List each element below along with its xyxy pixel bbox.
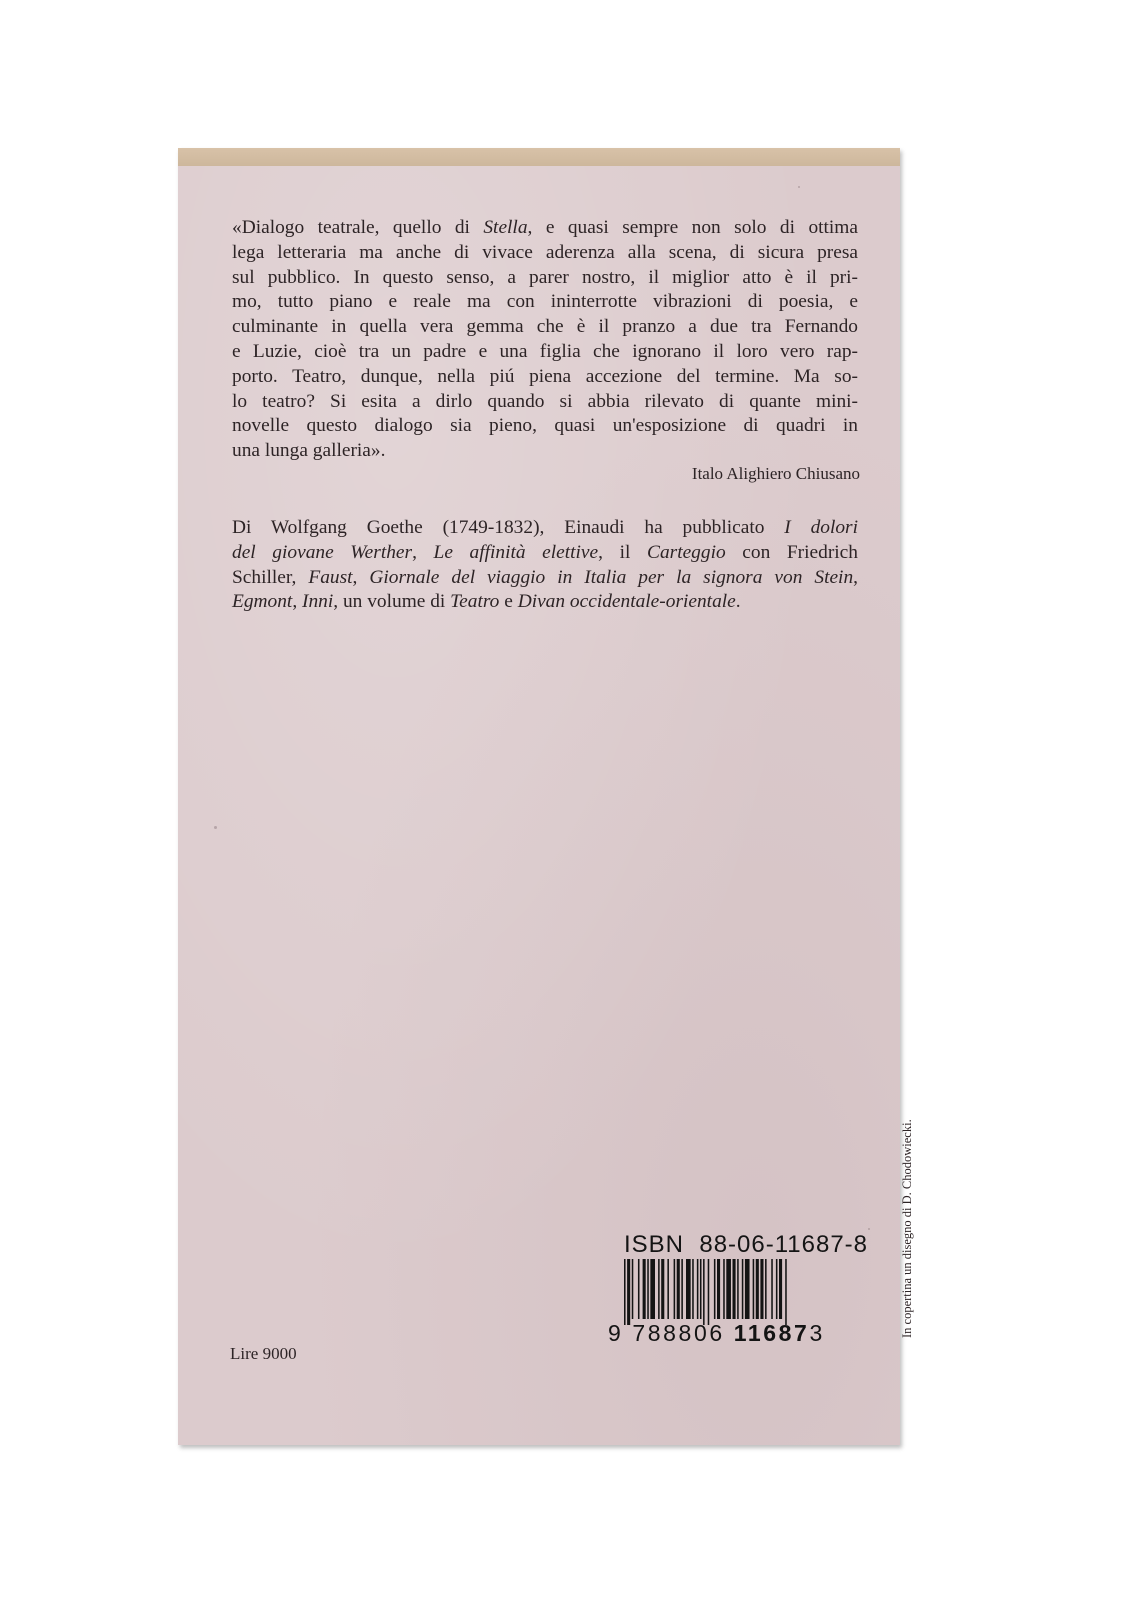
blurb-quote <box>232 216 858 464</box>
barcode-digits-tail: 3 <box>809 1320 825 1346</box>
barcode-bar <box>647 1259 649 1319</box>
author-bio <box>232 516 858 615</box>
bio-title: Egmont <box>232 591 293 613</box>
bio-text: Di Wolfgang Goethe (1749-1832), Einaudi ha pubblicato <box>232 517 785 538</box>
quote-text: e Luzie, cioè tra un padre e una figlia che ignorano il loro vero rap- <box>232 340 858 362</box>
barcode-bar <box>661 1259 664 1319</box>
quote-line <box>232 315 858 340</box>
quote-line <box>232 241 858 266</box>
bio-title: del giovane Werther <box>232 541 413 563</box>
barcode-bar <box>726 1259 731 1319</box>
quote-text: , e quasi sempre non solo di ottima <box>527 217 858 238</box>
bio-text: . <box>735 591 741 613</box>
price: Lire 9000 <box>230 1344 297 1363</box>
barcode-bar <box>667 1259 669 1319</box>
bio-text: e <box>499 591 518 613</box>
quote-title: Stella <box>483 217 528 238</box>
quote-text: mo, tutto piano e reale ma con ininterrotte vibrazioni di poesia, e <box>232 291 858 313</box>
bio-text: , <box>853 566 859 588</box>
quote-text: una lunga galleria». <box>232 440 386 462</box>
barcode-bar <box>677 1259 680 1319</box>
bio-text: , <box>352 566 370 588</box>
bio-title: Le affinità elettive <box>433 541 599 563</box>
barcode-bar <box>756 1259 759 1319</box>
barcode-bar <box>753 1259 755 1319</box>
quote-line <box>232 266 858 291</box>
barcode-bar <box>776 1259 778 1319</box>
quote-line <box>232 340 858 365</box>
paper-speck <box>798 186 800 188</box>
bio-text: con Friedrich <box>725 541 858 563</box>
paper-speck <box>214 826 217 829</box>
barcode <box>624 1259 842 1325</box>
barcode-bar <box>737 1259 739 1319</box>
book-back-cover <box>178 148 914 1445</box>
barcode-bar <box>723 1259 725 1319</box>
paper-speck <box>868 1228 870 1230</box>
quote-text: «Dialogo teatrale, quello di <box>232 217 484 238</box>
bio-title: Inni <box>302 591 334 613</box>
barcode-bar <box>700 1259 702 1319</box>
barcode-digits-plain: 9 788806 <box>608 1320 734 1346</box>
bio-line <box>232 566 858 591</box>
cover-top-edge <box>178 148 900 166</box>
barcode-bar <box>650 1259 655 1319</box>
barcode-bar <box>674 1259 676 1319</box>
quote-line <box>232 390 858 415</box>
quote-line <box>232 290 858 315</box>
bio-line <box>232 590 858 615</box>
quote-author: Italo Alighiero Chiusano <box>691 464 860 483</box>
barcode-bar <box>745 1259 750 1319</box>
barcode-bar <box>785 1259 787 1325</box>
bio-text: Schiller, <box>232 566 309 588</box>
quote-text: novelle questo dialogo sia pieno, quasi un'esposizione di quadri in <box>232 415 858 437</box>
barcode-bar <box>708 1259 710 1325</box>
bio-text: , il <box>598 541 648 563</box>
quote-line <box>232 439 858 464</box>
barcode-bar <box>638 1259 640 1319</box>
quote-text: lega letteraria ma anche di vivace aderenza alla scena, di sicura presa <box>232 241 858 263</box>
cover-credit: In copertina un disegno di D. Chodowiecki. <box>900 1119 914 1338</box>
barcode-bar <box>771 1259 773 1319</box>
barcode-bar <box>624 1259 626 1325</box>
barcode-bar <box>779 1259 782 1319</box>
quote-text: lo teatro? Si esita a dirlo quando si abbia rilevato di quante mini- <box>232 390 858 412</box>
barcode-bar <box>765 1259 767 1319</box>
barcode-bar <box>742 1259 744 1319</box>
barcode-bar <box>733 1259 736 1319</box>
bio-text: , un volume di <box>333 591 451 613</box>
bio-line <box>232 516 858 541</box>
bio-line <box>232 541 858 566</box>
quote-line <box>232 365 858 390</box>
barcode-bar <box>697 1259 699 1319</box>
barcode-digits-bold: 11687 <box>733 1320 810 1346</box>
barcode-digits <box>608 1320 825 1347</box>
barcode-bar <box>714 1259 716 1319</box>
bio-text: , <box>292 591 303 613</box>
bio-title: I dolori <box>784 517 858 538</box>
bio-title: Faust <box>308 566 353 588</box>
barcode-bar <box>681 1259 683 1319</box>
barcode-bar <box>717 1259 720 1319</box>
bio-title: Teatro <box>450 591 500 613</box>
barcode-bar <box>692 1259 694 1319</box>
barcode-bar <box>627 1259 630 1325</box>
barcode-bar <box>686 1259 691 1319</box>
bio-title: Giornale del viaggio in Italia per la signora von Stein <box>369 566 854 588</box>
barcode-bar <box>760 1259 763 1319</box>
isbn-label: ISBN 88-06-11687-8 <box>624 1231 869 1258</box>
quote-text: sul pubblico. In questo senso, a parer nostro, il miglior atto è il pri- <box>232 266 858 288</box>
bio-title: Divan occidentale-orientale <box>517 591 736 613</box>
barcode-bar <box>703 1259 705 1325</box>
barcode-bar <box>658 1259 660 1319</box>
quote-text: culminante in quella vera gemma che è il pranzo a due tra Fernando <box>232 316 858 338</box>
bio-title: Carteggio <box>647 541 726 563</box>
barcode-bar <box>632 1259 634 1319</box>
quote-text: porto. Teatro, dunque, nella piú piena accezione del termine. Ma so- <box>232 365 858 387</box>
bio-text: , <box>412 541 434 563</box>
quote-line <box>232 414 858 439</box>
barcode-bar <box>643 1259 646 1319</box>
quote-line <box>232 216 858 241</box>
